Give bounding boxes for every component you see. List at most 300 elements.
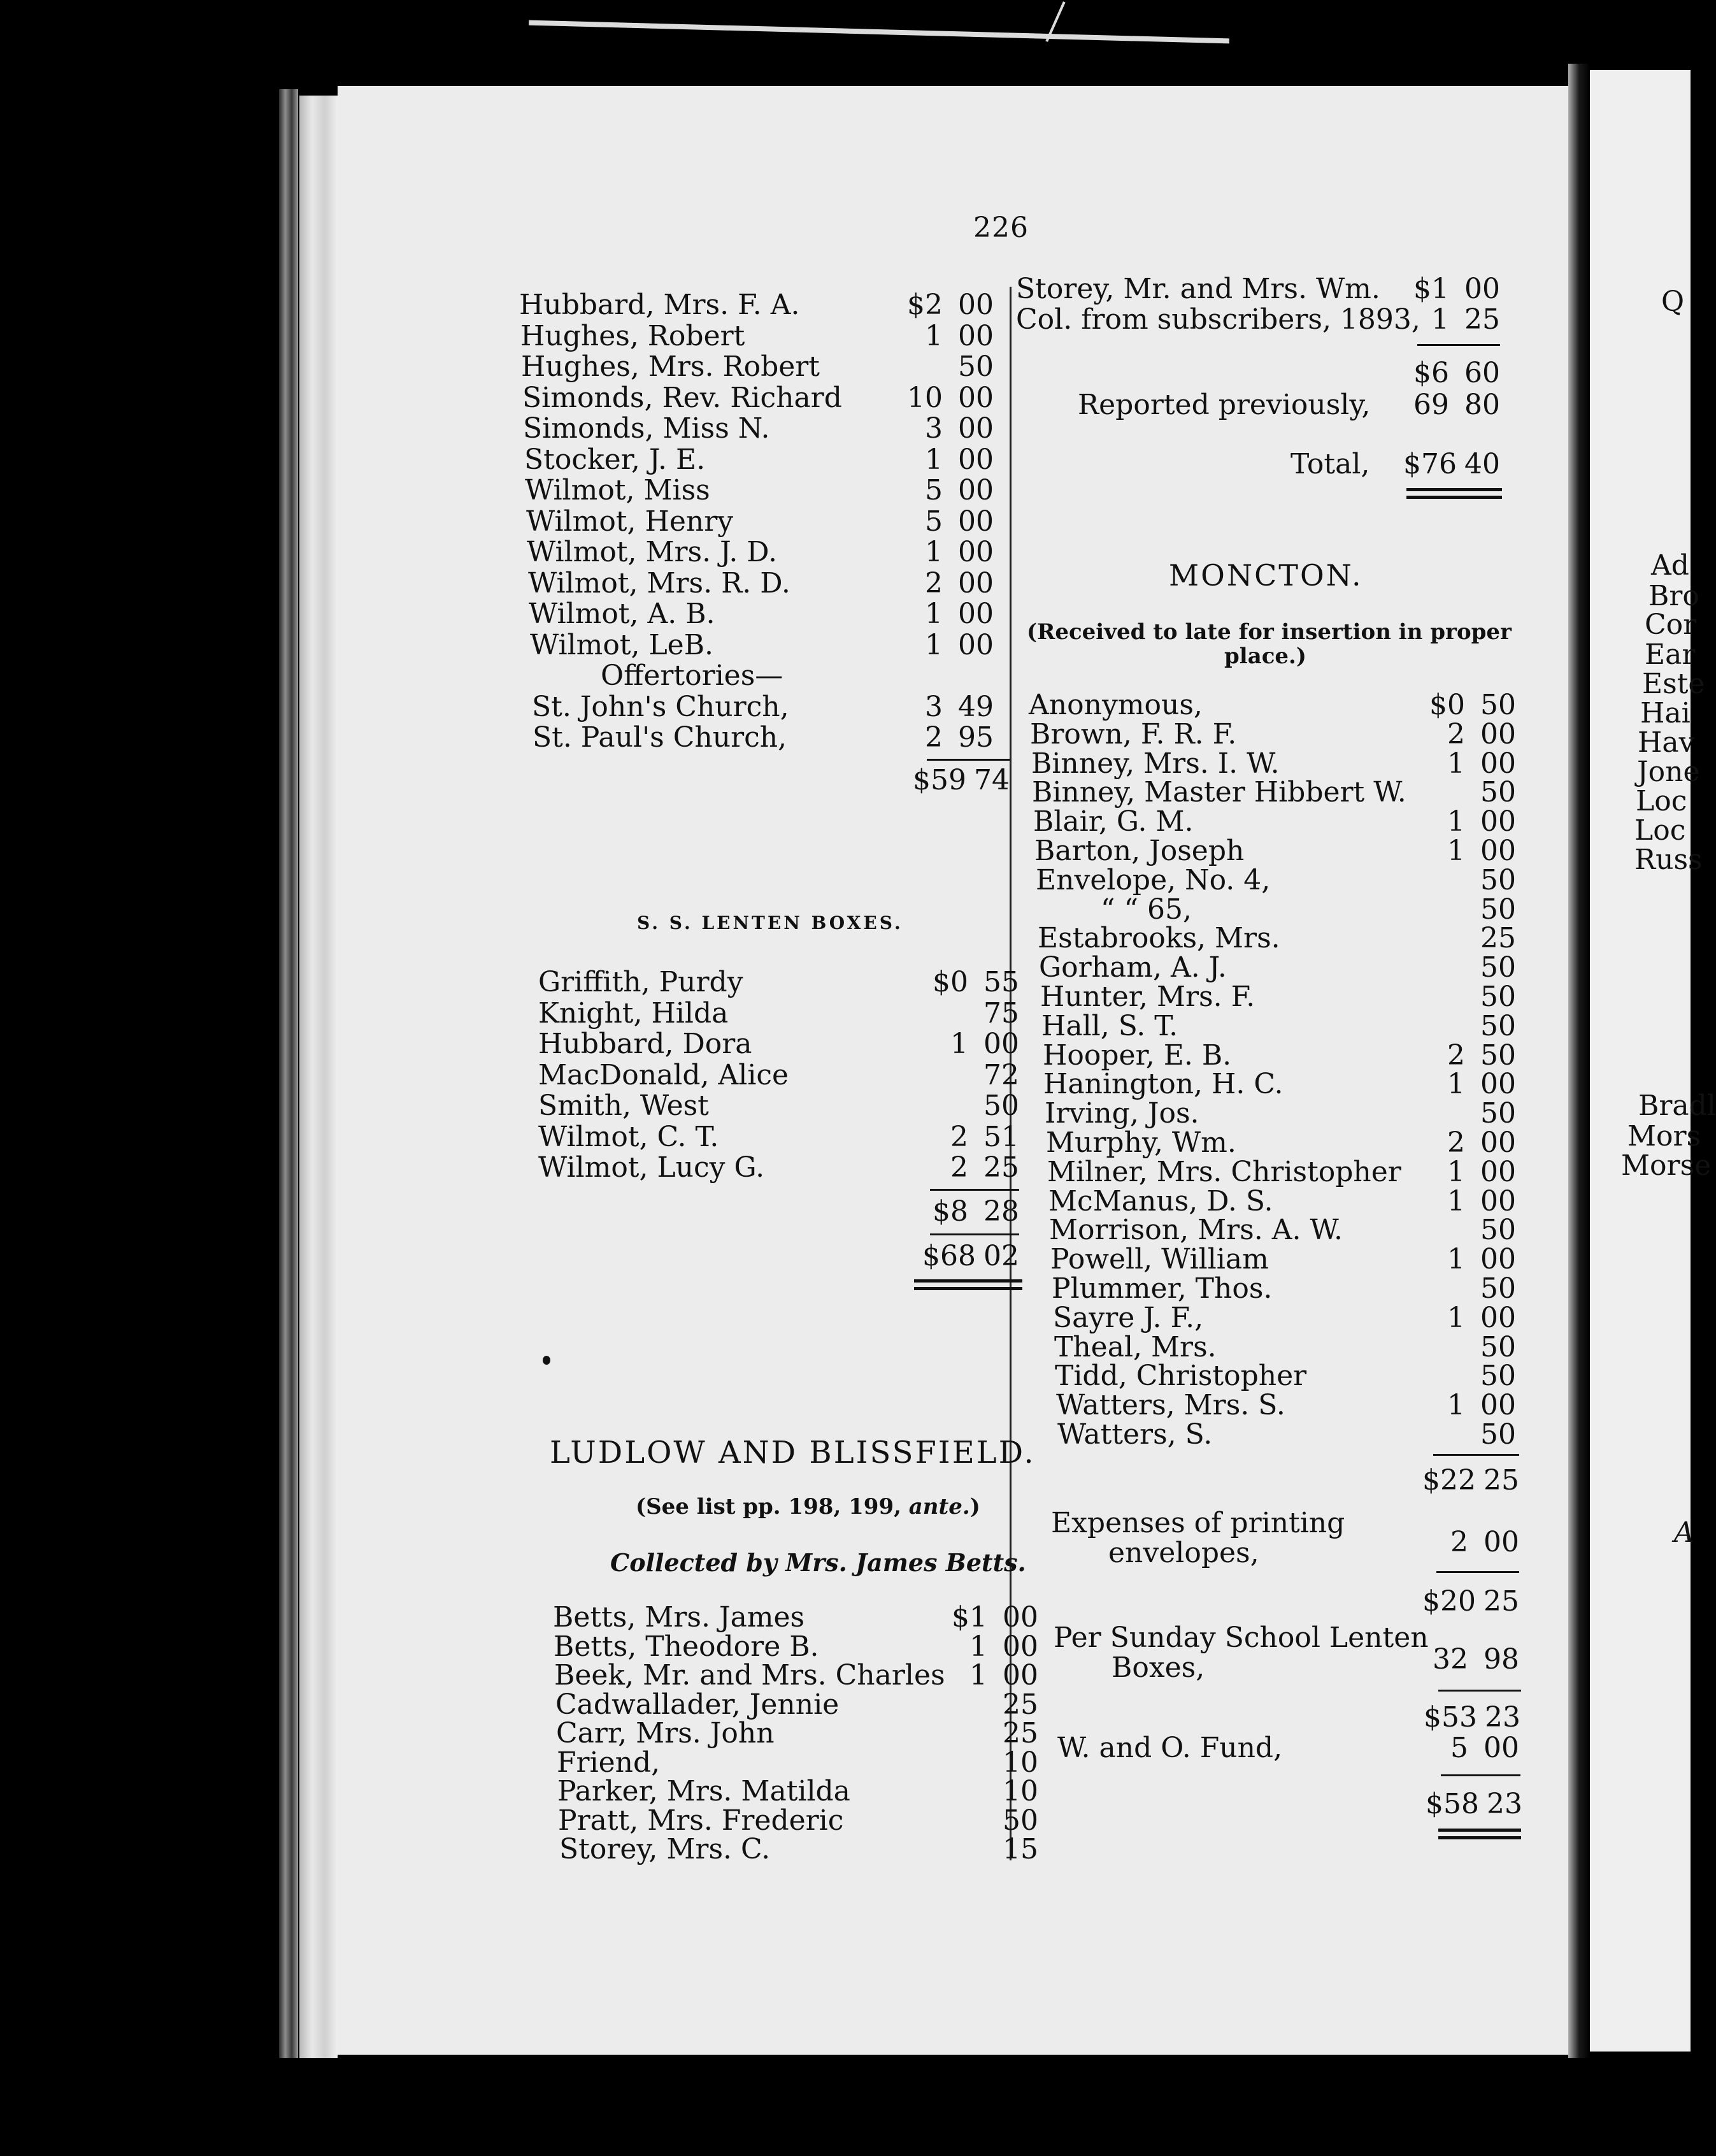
- amount-cents: 00: [1480, 1068, 1516, 1101]
- entry-name: Beek, Mr. and Mrs. Charles: [554, 1659, 945, 1692]
- next-page-fragment: A: [1674, 1516, 1694, 1549]
- ink-dot: [543, 1356, 550, 1365]
- amount-cents: 23: [1487, 1788, 1522, 1820]
- amount-cents: 74: [974, 763, 1010, 796]
- moncton-row: [1047, 1157, 1516, 1188]
- moncton-row: [1034, 836, 1516, 866]
- see-list-text: (See list pp. 198, 199,: [636, 1494, 909, 1520]
- amount-cents: 00: [958, 598, 994, 630]
- entry-amount: [1419, 1069, 1516, 1100]
- entry-name: MacDonald, Alice: [538, 1058, 789, 1091]
- entry-name: Watters, S.: [1057, 1418, 1213, 1451]
- moncton-subtotal-2: [1420, 1586, 1519, 1617]
- moncton-row: [1041, 1011, 1516, 1042]
- moncton-row: [1032, 777, 1516, 808]
- see-list-close: ): [969, 1494, 980, 1520]
- entry-name: Blair, G. M.: [1033, 805, 1194, 838]
- entry-name: Binney, Mrs. I. W.: [1031, 747, 1280, 780]
- amount-cents: 51: [983, 1120, 1019, 1153]
- entry-amount: [941, 1690, 1038, 1720]
- amount-dollars: 5: [925, 474, 943, 507]
- moncton-row: [1038, 923, 1516, 954]
- amount-cents: 00: [1003, 1630, 1038, 1663]
- amount-dollars: $0: [933, 966, 968, 998]
- amount-dollars: 3: [925, 690, 943, 723]
- collected-by-note: Collected by Mrs. James Betts.: [610, 1548, 1026, 1577]
- entry-amount: [941, 1834, 1038, 1865]
- moncton-row: [1029, 690, 1516, 721]
- right-subtotal-rule: [1417, 344, 1500, 346]
- entry-name: Cadwallader, Jennie: [555, 1688, 840, 1721]
- scan-mark-top: [529, 20, 1229, 44]
- entry-amount: [1422, 1465, 1519, 1496]
- amount-dollars: 69: [1413, 389, 1449, 421]
- entry-name: Hooper, E. B.: [1043, 1038, 1232, 1072]
- next-page-fragment: Bro: [1648, 580, 1699, 612]
- amount-cents: 02: [983, 1239, 1019, 1272]
- entry-name: “ “ 65,: [1101, 893, 1192, 926]
- ludlow-row: [555, 1690, 1038, 1720]
- moncton-row: [1050, 1244, 1516, 1275]
- entry-name: Reported previously,: [1078, 389, 1371, 421]
- moncton-row: [1049, 1215, 1516, 1246]
- entry-amount: [897, 599, 994, 629]
- amount-cents: 25: [1003, 1717, 1038, 1750]
- entry-amount: [1419, 1215, 1516, 1246]
- contribution-row: [525, 475, 994, 506]
- page-edge-light: [299, 96, 338, 2058]
- entry-amount: [922, 998, 1019, 1029]
- reported-previously: [1078, 390, 1500, 420]
- next-page-fragment: Ad: [1651, 549, 1689, 582]
- amount-cents: 00: [1480, 1243, 1516, 1276]
- entry-amount: [1403, 390, 1500, 420]
- right-double-rule-1: [1406, 488, 1502, 491]
- next-page-fragment: Loc: [1634, 814, 1686, 847]
- amount-cents: 00: [958, 505, 994, 538]
- amount-dollars: 10: [907, 381, 943, 414]
- amount-dollars: $59: [913, 763, 966, 796]
- next-page-fragment: Loc: [1636, 785, 1687, 817]
- entry-name: Hunter, Mrs. F.: [1040, 981, 1255, 1013]
- amount-cents: 49: [958, 690, 994, 723]
- entry-amount: [1419, 1274, 1516, 1304]
- entry-name: Carr, Mrs. John: [556, 1717, 775, 1750]
- moncton-row: [1033, 807, 1516, 837]
- ludlow-row: [559, 1834, 1038, 1865]
- entry-amount: [1419, 690, 1516, 721]
- entry-amount: [897, 537, 994, 568]
- moncton-row: [1037, 895, 1516, 925]
- amount-cents: 00: [1480, 717, 1516, 751]
- amount-cents: 50: [1480, 1038, 1516, 1072]
- entry-amount: [897, 507, 994, 537]
- amount-cents: 00: [1480, 835, 1516, 867]
- amount-cents: 28: [983, 1195, 1019, 1228]
- entry-name: Brown, F. R. F.: [1030, 717, 1237, 751]
- entry-amount: [1419, 1040, 1516, 1071]
- entry-amount: [941, 1776, 1038, 1807]
- entry-amount: [922, 1091, 1019, 1121]
- moncton-row: [1057, 1419, 1516, 1450]
- amount-cents: 00: [1480, 1301, 1516, 1334]
- amount-cents: 98: [1484, 1643, 1519, 1676]
- entry-amount: [941, 1806, 1038, 1836]
- entry-amount: [897, 661, 994, 691]
- amount-cents: 80: [1464, 389, 1500, 421]
- amount-dollars: 2: [1450, 1526, 1468, 1558]
- amount-cents: 00: [958, 628, 994, 661]
- amount-cents: 10: [1003, 1746, 1038, 1779]
- amount-cents: 50: [1480, 951, 1516, 984]
- next-page-fragment: Este: [1642, 668, 1705, 700]
- amount-dollars: 2: [1447, 1038, 1465, 1072]
- amount-cents: 00: [958, 319, 994, 352]
- entry-name: Betts, Mrs. James: [553, 1601, 805, 1634]
- entry-amount: [1419, 1361, 1516, 1391]
- entry-name: Murphy, Wm.: [1046, 1126, 1236, 1159]
- entry-amount: [1419, 1011, 1516, 1042]
- amount-cents: 50: [1480, 1272, 1516, 1305]
- expenses-line2: envelopes,: [1108, 1537, 1259, 1569]
- ludlow-row: [554, 1660, 1038, 1691]
- entry-amount: [1419, 1098, 1516, 1129]
- entry-amount: [1403, 449, 1500, 480]
- amount-cents: 50: [1480, 863, 1516, 896]
- amount-cents: 23: [1485, 1701, 1520, 1734]
- moncton-rule-1: [1433, 1454, 1519, 1456]
- amount-dollars: 1: [1447, 805, 1465, 838]
- moncton-row: [1043, 1069, 1516, 1100]
- amount-cents: 55: [983, 966, 1019, 998]
- entry-name: Irving, Jos.: [1045, 1097, 1199, 1130]
- next-page-fragment: Ear: [1645, 638, 1696, 671]
- amount-cents: 00: [1003, 1601, 1038, 1634]
- entry-name: Griffith, Purdy: [538, 966, 743, 998]
- amount-dollars: $58: [1426, 1788, 1479, 1820]
- entry-name: Simonds, Rev. Richard: [522, 381, 842, 414]
- book-gutter: [1568, 64, 1590, 2058]
- entry-amount: [897, 475, 994, 506]
- entry-name: Offertories—: [601, 659, 783, 692]
- entry-amount: [1419, 1303, 1516, 1333]
- amount-cents: 25: [1003, 1688, 1038, 1721]
- contribution-row: [532, 692, 994, 722]
- page-edge-stack: [279, 89, 298, 2058]
- entry-name: Parker, Mrs. Matilda: [557, 1775, 850, 1807]
- next-page-fragment: Bradl: [1638, 1089, 1716, 1122]
- amount-dollars: 1: [1431, 303, 1449, 336]
- lenten-double-rule-2: [914, 1287, 1022, 1290]
- amount-cents: 00: [958, 443, 994, 476]
- moncton-row: [1053, 1303, 1516, 1333]
- entry-name: Wilmot, LeB.: [530, 628, 714, 661]
- amount-dollars: 32: [1433, 1643, 1468, 1676]
- amount-cents: 00: [1480, 1155, 1516, 1188]
- entry-amount: [1419, 807, 1516, 837]
- amount-dollars: 1: [925, 536, 943, 568]
- moncton-row: [1036, 865, 1516, 896]
- entry-amount: [897, 352, 994, 382]
- per-lenten-amount: [1420, 1644, 1519, 1675]
- amount-cents: 00: [958, 566, 994, 600]
- amount-dollars: 1: [1447, 1155, 1465, 1188]
- wo-fund: [1057, 1733, 1519, 1764]
- entry-amount: [1419, 1390, 1516, 1421]
- entry-name: Tidd, Christopher: [1055, 1360, 1307, 1393]
- amount-dollars: 2: [950, 1120, 968, 1153]
- entry-amount: [1419, 1186, 1516, 1217]
- lenten-row: [538, 1153, 1019, 1183]
- ludlow-row: [557, 1748, 1038, 1778]
- contribution-row: [521, 352, 994, 382]
- amount-cents: 50: [1480, 1418, 1516, 1451]
- entry-amount: [1419, 1157, 1516, 1188]
- entry-amount: [1422, 1644, 1519, 1675]
- lenten-total-rule: [930, 1233, 1019, 1235]
- per-lenten-line2: Boxes,: [1112, 1651, 1205, 1684]
- moncton-row: [1054, 1332, 1516, 1363]
- page-number: 226: [973, 212, 1029, 244]
- right-total: [1291, 449, 1500, 480]
- entry-amount: [941, 1602, 1038, 1633]
- entry-amount: [922, 967, 1019, 998]
- section-title-ludlow: LUDLOW AND BLISSFIELD.: [550, 1435, 1036, 1470]
- amount-cents: 00: [958, 474, 994, 507]
- amount-dollars: 1: [925, 628, 943, 661]
- entry-name: Milner, Mrs. Christopher: [1047, 1155, 1401, 1188]
- right-top-row: [1016, 305, 1500, 335]
- entry-name: Powell, William: [1050, 1243, 1269, 1276]
- entry-amount: [1419, 982, 1516, 1012]
- entry-name: Morrison, Mrs. A. W.: [1049, 1214, 1343, 1247]
- lenten-row: [538, 1060, 1019, 1091]
- entry-amount: [1403, 358, 1500, 389]
- lenten-row: [538, 1029, 1019, 1060]
- entry-name: Smith, West: [538, 1089, 709, 1122]
- amount-dollars: $68: [922, 1239, 976, 1272]
- entry-name: Wilmot, Mrs. J. D.: [527, 536, 777, 568]
- moncton-rule-2: [1436, 1571, 1519, 1573]
- subtotal-rule: [927, 759, 1010, 761]
- amount-cents: 50: [1480, 981, 1516, 1013]
- amount-dollars: 2: [1447, 717, 1465, 751]
- amount-cents: 00: [1480, 747, 1516, 780]
- moncton-double-rule-1: [1438, 1829, 1521, 1832]
- next-page-fragment: Cor: [1645, 608, 1697, 641]
- entry-amount: [1419, 923, 1516, 954]
- amount-dollars: $1: [1413, 273, 1449, 305]
- entry-amount: [922, 1197, 1019, 1227]
- amount-dollars: $0: [1429, 689, 1465, 721]
- contribution-row: [523, 413, 994, 444]
- lenten-double-rule-1: [914, 1279, 1022, 1283]
- entry-name: Stocker, J. E.: [524, 443, 706, 476]
- amount-cents: 50: [1480, 1009, 1516, 1042]
- amount-dollars: 1: [1447, 1301, 1465, 1334]
- entry-name: St. Paul's Church,: [533, 721, 787, 754]
- moncton-row: [1030, 719, 1516, 750]
- entry-name: Gorham, A. J.: [1039, 951, 1227, 984]
- entry-amount: [897, 383, 994, 413]
- entry-amount: [1419, 1419, 1516, 1450]
- amount-cents: 72: [983, 1058, 1019, 1091]
- lenten-row: [538, 967, 1019, 998]
- entry-amount: [897, 413, 994, 444]
- amount-dollars: 2: [950, 1151, 968, 1184]
- per-lenten-line1: Per Sunday School Lenten: [1054, 1621, 1429, 1654]
- left-top-total: [904, 765, 1010, 796]
- entry-name: Pratt, Mrs. Frederic: [558, 1804, 844, 1837]
- lenten-subtotal: [917, 1197, 1019, 1227]
- amount-cents: 00: [958, 381, 994, 414]
- amount-cents: 00: [958, 412, 994, 445]
- contribution-row: [524, 445, 994, 475]
- amount-cents: 25: [983, 1151, 1019, 1184]
- moncton-rule-4: [1441, 1774, 1520, 1776]
- amount-dollars: $53: [1424, 1701, 1477, 1734]
- entry-name: Theal, Mrs.: [1054, 1330, 1217, 1363]
- entry-amount: [1419, 1244, 1516, 1275]
- next-page-fragment: Mors: [1627, 1120, 1701, 1153]
- entry-amount: [897, 692, 994, 722]
- amount-cents: 60: [1464, 357, 1500, 389]
- amount-cents: 50: [1480, 776, 1516, 809]
- moncton-row: [1052, 1274, 1516, 1304]
- entry-name: Wilmot, A. B.: [529, 598, 715, 630]
- amount-dollars: 2: [1447, 1126, 1465, 1159]
- entry-name: Knight, Hilda: [538, 996, 729, 1030]
- amount-dollars: 1: [1447, 1243, 1465, 1276]
- entry-amount: [1419, 865, 1516, 896]
- entry-name: Hubbard, Mrs. F. A.: [519, 289, 800, 321]
- amount-dollars: $20: [1422, 1585, 1476, 1618]
- entry-name: Hall, S. T.: [1041, 1009, 1178, 1042]
- moncton-row: [1039, 952, 1516, 983]
- moncton-row: [1048, 1186, 1516, 1217]
- entry-name: Hubbard, Dora: [538, 1028, 752, 1060]
- entry-amount: [897, 630, 994, 661]
- entry-name: W. and O. Fund,: [1057, 1732, 1283, 1764]
- entry-name: Wilmot, Henry: [526, 505, 734, 538]
- see-list-ante: ante.: [908, 1494, 970, 1520]
- amount-cents: 00: [1484, 1526, 1519, 1558]
- entry-amount: [897, 321, 994, 352]
- amount-dollars: 1: [1447, 1389, 1465, 1422]
- entry-amount: [1419, 895, 1516, 925]
- amount-cents: 00: [1003, 1659, 1038, 1692]
- contribution-row: [519, 290, 994, 320]
- amount-cents: 25: [1484, 1463, 1519, 1497]
- amount-cents: 00: [1480, 1184, 1516, 1218]
- entry-name: Simonds, Miss N.: [523, 412, 770, 445]
- entry-amount: [1426, 1789, 1522, 1820]
- ludlow-row: [558, 1806, 1038, 1836]
- entry-amount: [1403, 274, 1500, 305]
- amount-dollars: 2: [925, 566, 943, 600]
- amount-cents: 00: [983, 1028, 1019, 1060]
- entry-amount: [941, 1660, 1038, 1691]
- entry-amount: [922, 1060, 1019, 1091]
- contribution-row: [522, 383, 994, 413]
- moncton-row: [1046, 1128, 1516, 1158]
- next-page-fragment: Hai: [1640, 697, 1691, 729]
- amount-dollars: $76: [1403, 448, 1457, 480]
- next-page-fragment: Jone: [1637, 756, 1700, 788]
- right-double-rule-2: [1406, 496, 1502, 499]
- moncton-row: [1031, 749, 1516, 779]
- entry-name: Wilmot, Miss: [525, 474, 710, 507]
- amount-cents: 50: [1480, 1330, 1516, 1363]
- entry-amount: [897, 445, 994, 475]
- contribution-row: [533, 722, 994, 753]
- lenten-row: [538, 998, 1019, 1029]
- entry-name: Binney, Master Hibbert W.: [1032, 776, 1406, 809]
- moncton-row: [1040, 982, 1516, 1012]
- entry-amount: [913, 765, 1010, 796]
- amount-dollars: $8: [933, 1195, 968, 1228]
- entry-amount: [1422, 1733, 1519, 1764]
- entry-amount: [897, 722, 994, 753]
- amount-dollars: 1: [925, 443, 943, 476]
- amount-cents: 25: [1484, 1585, 1519, 1618]
- moncton-row: [1055, 1361, 1516, 1391]
- contribution-row: [530, 630, 994, 661]
- entry-name: Betts, Theodore B.: [554, 1630, 819, 1663]
- amount-dollars: 3: [925, 412, 943, 445]
- amount-cents: 40: [1464, 448, 1500, 480]
- amount-dollars: $22: [1422, 1463, 1476, 1497]
- entry-name: Estabrooks, Mrs.: [1038, 922, 1280, 955]
- amount-dollars: 5: [1450, 1732, 1468, 1764]
- amount-cents: 50: [1480, 1214, 1516, 1247]
- amount-dollars: 1: [1447, 1068, 1465, 1101]
- amount-cents: 00: [958, 536, 994, 568]
- entry-amount: [1403, 305, 1500, 335]
- amount-dollars: 1: [969, 1630, 987, 1663]
- entry-amount: [1419, 952, 1516, 983]
- entry-name: Hughes, Mrs. Robert: [521, 350, 820, 383]
- contribution-row: [528, 568, 994, 599]
- entry-amount: [1419, 777, 1516, 808]
- amount-dollars: $6: [1413, 357, 1449, 389]
- lenten-subtotal-rule: [930, 1189, 1019, 1191]
- entry-name: Friend,: [557, 1746, 661, 1779]
- moncton-note-line1: (Received to late for insertion in proper: [1027, 619, 1512, 645]
- amount-dollars: 1: [1447, 747, 1465, 780]
- entry-name: Storey, Mrs. C.: [559, 1833, 771, 1865]
- entry-amount: [1424, 1702, 1520, 1733]
- amount-cents: 00: [1480, 805, 1516, 838]
- amount-dollars: 5: [925, 505, 943, 538]
- amount-cents: 95: [958, 721, 994, 754]
- amount-cents: 25: [1464, 303, 1500, 336]
- entry-name: Envelope, No. 4,: [1036, 863, 1271, 896]
- amount-dollars: $1: [952, 1601, 987, 1634]
- amount-cents: 10: [1003, 1775, 1038, 1807]
- entry-name: Hanington, H. C.: [1043, 1068, 1283, 1101]
- entry-amount: [922, 1122, 1019, 1153]
- amount-cents: 50: [1480, 1360, 1516, 1393]
- amount-dollars: 1: [1447, 835, 1465, 867]
- amount-dollars: $2: [907, 289, 943, 321]
- see-list-note: [636, 1494, 980, 1520]
- entry-amount: [922, 1029, 1019, 1060]
- ludlow-row: [556, 1718, 1038, 1749]
- moncton-row: [1056, 1390, 1516, 1421]
- lenten-row: [538, 1122, 1019, 1153]
- amount-cents: 50: [958, 350, 994, 383]
